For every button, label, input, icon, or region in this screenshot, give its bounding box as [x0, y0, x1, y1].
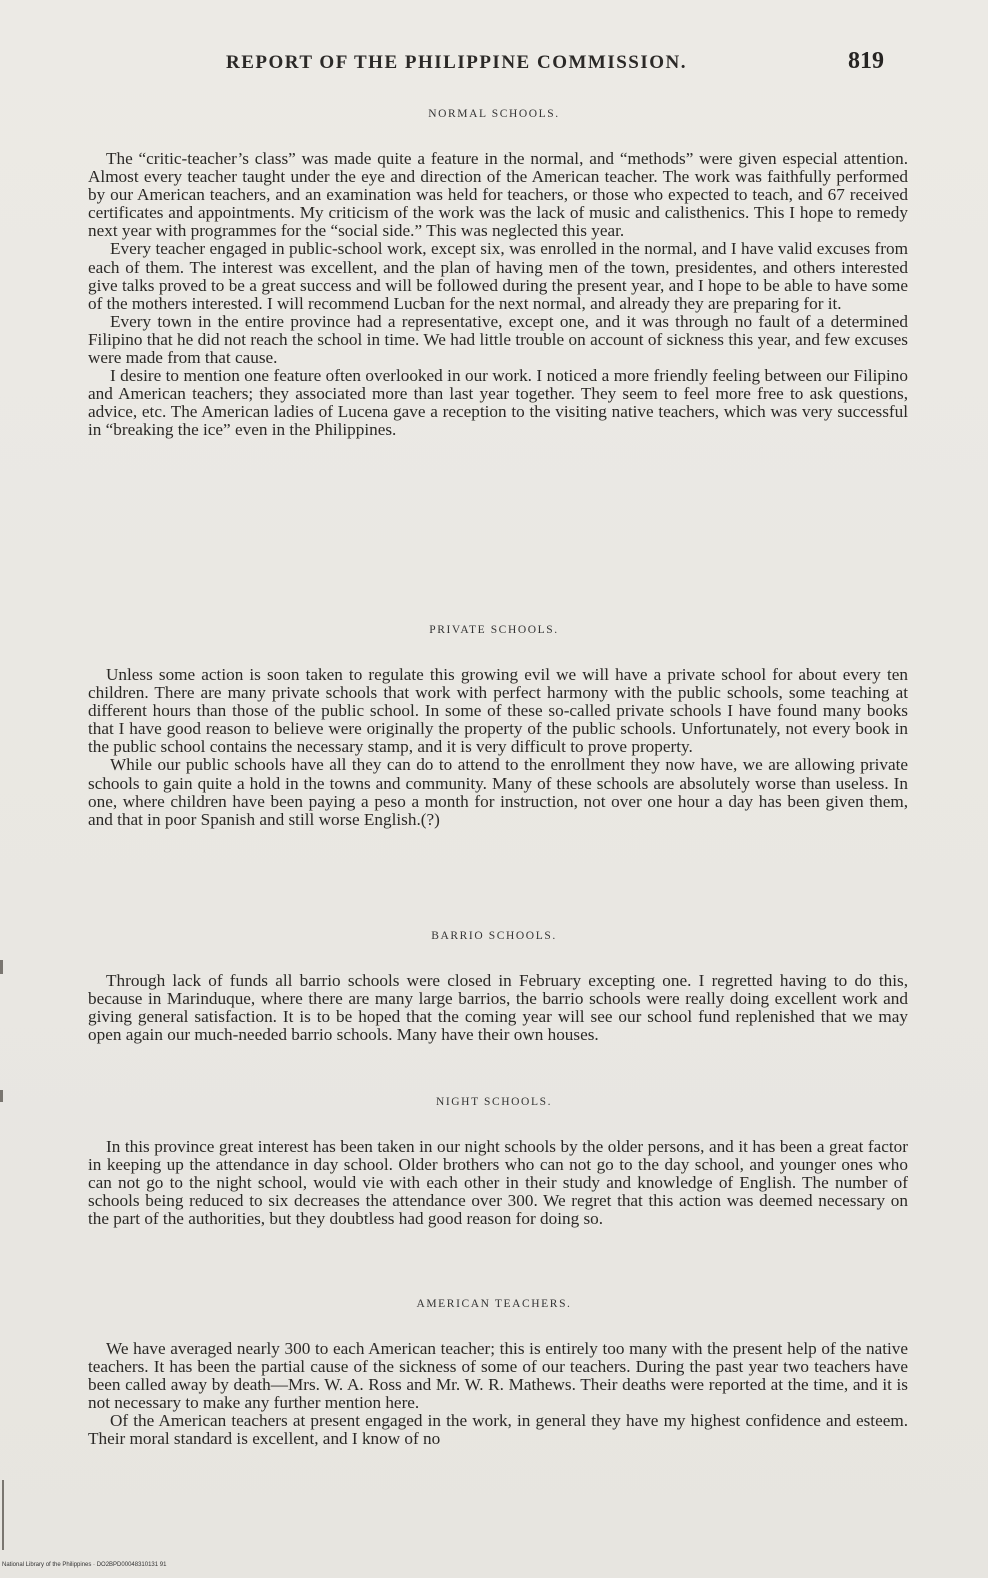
paragraph: Every teacher engaged in public-school work, except six, was enrolled in the normal, and I have valid excuses from each of them. The interest was excellent, and the plan of having men of the town, presidentes, and others interested give talks proved to be a great success and will be followed during the present year, and I hope to be able to have some of the mothers interested. I will recommend Lucban for the next normal, and already they are preparing for it.	[88, 239, 908, 313]
section-body-barrio-schools	[88, 972, 908, 1044]
paragraph: Unless some action is soon taken to regulate this growing evil we will have a private school for about every ten children. There are many private schools that work with perfect harmony with the public schools, some teaching at different hours than those of the public school. In some of these so-called private schools I have found many books that I have good reason to believe were originally the property of the public schools. Unfortunately, not every book in the public school contains the necessary stamp, and it is very difficult to prove property.	[88, 665, 908, 757]
paragraph: Every town in the entire province had a representative, except one, and it was through no fault of a determined Filipino that he did not reach the school in time. We had little trouble on account of sickness this year, and few excuses were made from that cause.	[88, 311, 908, 368]
paragraph: The “critic-teacher’s class” was made quite a feature in the normal, and “methods” were given especial attention. Almost every teacher taught under the eye and direction of the American teacher. The work was faithfully performed by our American teachers, and an examination was held for teachers, or those who expected to teach, and 67 received certificates and appointments. My criticism of the work was the lack of music and calisthenics. This I hope to remedy next year with programmes for the “social side.” This was neglected this year.	[88, 149, 908, 241]
section-body-normal-schools	[88, 150, 908, 440]
section-body-night-schools	[88, 1138, 908, 1228]
running-head: REPORT OF THE PHILIPPINE COMMISSION.	[226, 52, 688, 73]
paragraph: In this province great interest has been taken in our night schools by the older persons, and it has been a great factor in keeping up the attendance in day school. Older brothers who can not go to the day school, and younger ones who can not go to the night school, would vie with each other in their study and knowledge of English. The number of schools being reduced to six decreases the attendance over 300. We regret that this action was deemed necessary on the part of the authorities, but they doubtless had good reason for doing so.	[88, 1137, 908, 1229]
section-heading-american-teachers: AMERICAN TEACHERS.	[416, 1298, 572, 1310]
library-credit: National Library of the Philippines · DO2BPD00048310131 91	[2, 1562, 167, 1568]
section-body-american-teachers	[88, 1340, 908, 1449]
paragraph: While our public schools have all they can do to attend to the enrollment they now have, we are allowing private schools to gain quite a hold in the towns and community. Many of these schools are absolutely worse than useless. In one, where children have been paying a peso a month for instruction, not over one hour a day has been given them, and that in poor Spanish and still worse English.(?)	[88, 755, 908, 829]
page-header	[0, 48, 988, 78]
paragraph: We have averaged nearly 300 to each American teacher; this is entirely too many with the present help of the native teachers. It has been the partial cause of the sickness of some of our teachers. During the past year two teachers have been called away by death—Mrs. W. A. Ross and Mr. W. R. Mathews. Their deaths were reported at the time, and it is not necessary to make any further mention here.	[88, 1339, 908, 1413]
section-heading-night-schools: NIGHT SCHOOLS.	[435, 1096, 553, 1108]
scan-artifact	[0, 960, 3, 974]
paragraph: I desire to mention one feature often overlooked in our work. I noticed a more friendly feeling between our Filipino and American teachers; they associated more than last year together. They seem to feel more free to ask questions, advice, etc. The American ladies of Lucena gave a reception to the visiting native teachers, which was very successful in “breaking the ice” even in the Philippines.	[88, 366, 908, 440]
section-heading-normal-schools: NORMAL SCHOOLS.	[428, 108, 560, 120]
section-body-private-schools	[88, 666, 908, 829]
section-heading-private-schools: PRIVATE SCHOOLS.	[429, 624, 559, 636]
paragraph: Of the American teachers at present engaged in the work, in general they have my highest confidence and esteem. Their moral standard is excellent, and I know of no	[88, 1411, 908, 1449]
paragraph: Through lack of funds all barrio schools were closed in February excepting one. I regretted having to do this, because in Marinduque, where there are many large barrios, the barrio schools were really doing excellent work and giving general satisfaction. It is to be hoped that the coming year will see our school fund replenished that we may open again our much-needed barrio schools. Many have their own houses.	[88, 971, 908, 1045]
scan-artifact	[0, 1090, 3, 1102]
scan-artifact	[2, 1480, 4, 1550]
page-number: 819	[848, 48, 884, 74]
section-heading-barrio-schools: BARRIO SCHOOLS.	[431, 930, 557, 942]
